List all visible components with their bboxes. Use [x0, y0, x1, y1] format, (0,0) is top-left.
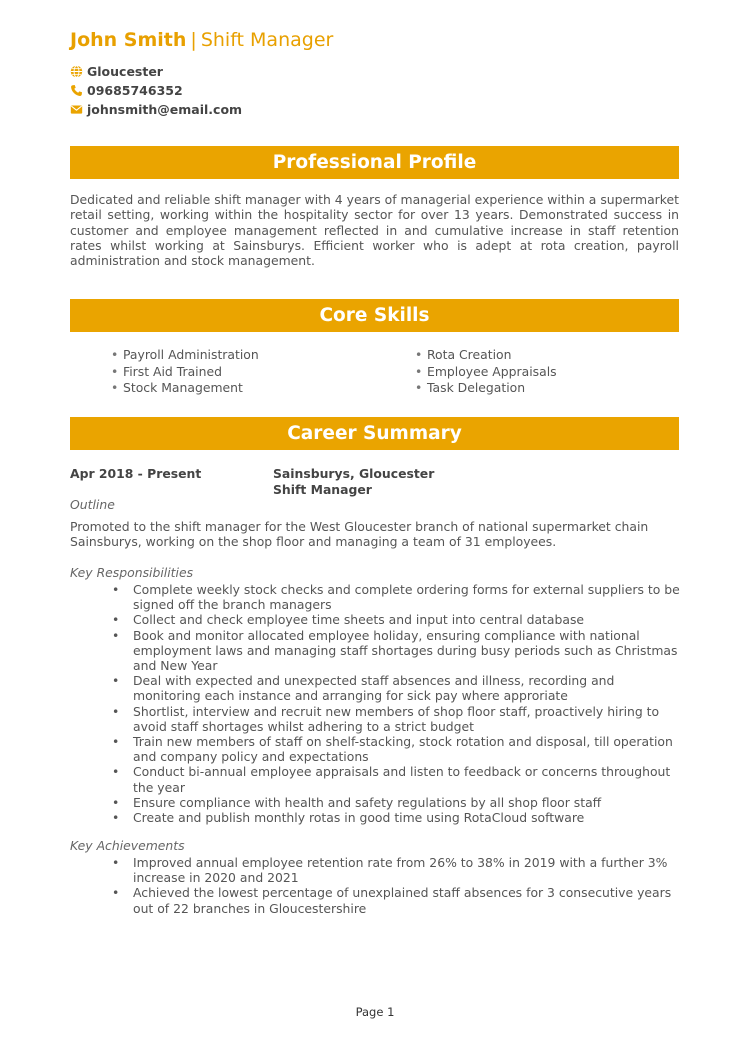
career-summary-heading: Career Summary [70, 417, 679, 450]
job-title: Shift Manager [273, 482, 372, 497]
achievements-list [70, 855, 682, 916]
list-item: • Improved annual employee retention rate from 26% to 38% in 2019 with a further 3% increase in 2020 and 2021 [70, 855, 682, 885]
responsibilities-label: Key Responsibilities [70, 565, 194, 580]
professional-profile-heading: Professional Profile [70, 146, 679, 179]
contact-phone [70, 81, 242, 100]
skill-item: • Employee Appraisals [415, 364, 557, 381]
candidate-name: John Smith [70, 29, 187, 51]
list-item: • Train new members of staff on shelf-stacking, stock rotation and disposal, till operation and company policy and expectations [70, 734, 682, 764]
globe-icon [70, 65, 83, 78]
skills-list-left [111, 347, 259, 397]
contact-location [70, 62, 242, 81]
name-header [70, 28, 333, 52]
contact-email-text: johnsmith@email.com [87, 102, 243, 117]
phone-icon [70, 84, 83, 97]
job-employer: Sainsburys, Gloucester [273, 466, 435, 481]
responsibilities-list [70, 582, 682, 825]
job-dates: Apr 2018 - Present [70, 466, 202, 481]
skills-list-right [415, 347, 557, 397]
profile-text: Dedicated and reliable shift manager with 4 years of managerial experience within a supermarket retail setting, working within the hospitality sector for over 13 years. Demonstrated success in customer and employee management reflected in and cumulative increase in staff retention rates whilst working at Sainsburys. Efficient worker who is adept at rota creation, payroll administration and stock management. [70, 192, 679, 269]
page-number: Page 1 [355, 1005, 395, 1019]
list-item: • Achieved the lowest percentage of unexplained staff absences for 3 consecutive years out of 22 branches in Gloucestershire [70, 885, 682, 915]
list-item: • Collect and check employee time sheets and input into central database [70, 612, 682, 627]
list-item: • Complete weekly stock checks and complete ordering forms for external suppliers to be signed off the branch managers [70, 582, 682, 612]
contact-location-text: Gloucester [87, 64, 163, 79]
skill-item: • Payroll Administration [111, 347, 259, 364]
contact-email [70, 100, 242, 119]
contact-list [70, 62, 242, 119]
list-item: • Book and monitor allocated employee holiday, ensuring compliance with national employment laws and managing staff shortages during busy periods such as Christmas and New Year [70, 628, 682, 674]
candidate-role: Shift Manager [200, 29, 334, 51]
skill-item: • First Aid Trained [111, 364, 259, 381]
list-item: • Shortlist, interview and recruit new members of shop floor staff, proactively hiring to avoid staff shortages whilst adhering to a strict budget [70, 704, 682, 734]
list-item: • Conduct bi-annual employee appraisals and listen to feedback or concerns throughout the year [70, 764, 682, 794]
list-item: • Create and publish monthly rotas in good time using RotaCloud software [70, 810, 682, 825]
list-item: • Deal with expected and unexpected staff absences and illness, recording and monitoring each instance and arranging for sick pay where approriate [70, 673, 682, 703]
achievements-label: Key Achievements [70, 838, 185, 853]
skill-item: • Task Delegation [415, 380, 557, 397]
core-skills-heading: Core Skills [70, 299, 679, 332]
envelope-icon [70, 103, 83, 116]
skill-item: • Stock Management [111, 380, 259, 397]
header-separator: | [190, 29, 197, 51]
skill-item: • Rota Creation [415, 347, 557, 364]
contact-phone-text: 09685746352 [87, 83, 183, 98]
list-item: • Ensure compliance with health and safety regulations by all shop floor staff [70, 795, 682, 810]
outline-label: Outline [70, 497, 115, 512]
job-outline: Promoted to the shift manager for the West Gloucester branch of national supermarket chain Sainsburys, working on the shop floor and managing a team of 31 employees. [70, 519, 649, 550]
